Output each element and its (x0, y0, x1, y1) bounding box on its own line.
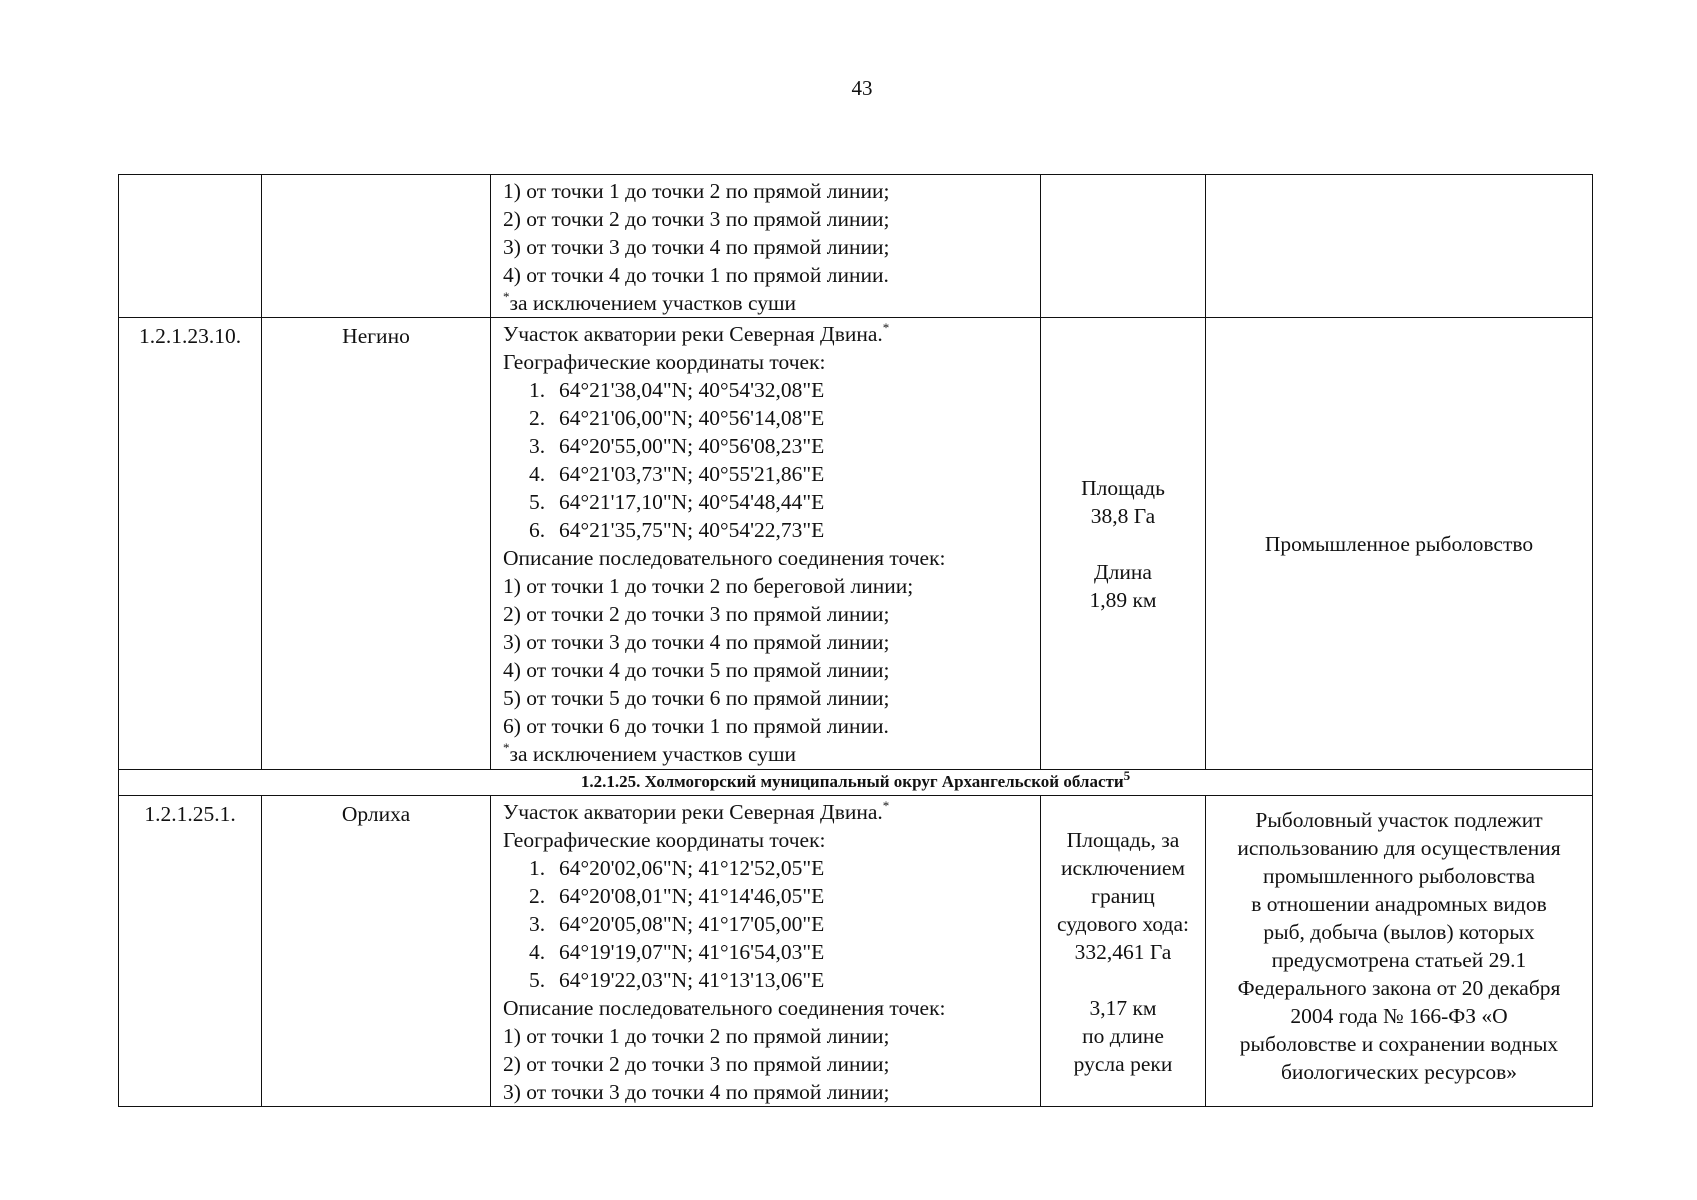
cell-num: 1.2.1.23.10. (119, 318, 262, 770)
measure-line: Площадь, за (1066, 828, 1180, 852)
coord-value: 64°21'06,00"N; 40°56'14,08"E (559, 406, 825, 430)
coord-index: 2. (529, 406, 546, 430)
coord-value: 64°21'03,73"N; 40°55'21,86"E (559, 462, 825, 486)
coord-index: 2. (529, 884, 546, 908)
coord-index: 5. (529, 490, 546, 514)
cell-description (491, 318, 1041, 770)
connection-line: 2) от точки 2 до точки 3 по прямой линии; (503, 1052, 890, 1076)
use-line: Федерального закона от 20 декабря (1237, 976, 1561, 1000)
area-title: Участок акватории реки Северная Двина. (503, 322, 883, 346)
area-title-line (503, 320, 1040, 348)
coord-item (503, 910, 1040, 938)
coord-value: 64°20'02,06"N; 41°12'52,05"E (559, 856, 825, 880)
use-line: биологических ресурсов» (1280, 1060, 1517, 1084)
coord-item (503, 938, 1040, 966)
cell-name: Орлиха (262, 796, 491, 1107)
coord-item (503, 516, 1040, 544)
cell-use: Промышленное рыболовство (1206, 318, 1593, 770)
connection-line: 6) от точки 6 до точки 1 по прямой линии. (503, 714, 889, 738)
coords-label: Географические координаты точек: (503, 828, 826, 852)
connection-line: 3) от точки 3 до точки 4 по прямой линии; (503, 1080, 890, 1104)
length-line: русла реки (1073, 1052, 1173, 1076)
coord-index: 4. (529, 462, 546, 486)
use-line: 2004 года № 166-ФЗ «О (1290, 1004, 1508, 1028)
cell-description (491, 796, 1041, 1107)
coord-value: 64°21'17,10"N; 40°54'48,44"E (559, 490, 825, 514)
coord-index: 4. (529, 940, 546, 964)
use-line: промышленного рыболовства (1262, 864, 1536, 888)
footnote-text: за исключением участков суши (509, 291, 797, 315)
cell-measure-empty (1041, 175, 1206, 318)
coord-item (503, 404, 1040, 432)
footnote-mark: * (503, 740, 510, 755)
page-number: 43 (851, 76, 873, 100)
coords-label: Географические координаты точек: (503, 350, 826, 374)
connection-line: 5) от точки 5 до точки 6 по прямой линии; (503, 686, 890, 710)
section-title: 1.2.1.25. Холмогорский муниципальный округ Архангельской области (580, 772, 1124, 791)
section-footnote-mark: 5 (1123, 768, 1131, 783)
length-value: 1,89 км (1089, 587, 1157, 612)
fishing-areas-table (118, 174, 1593, 1107)
coord-item (503, 460, 1040, 488)
use-line: Рыболовный участок подлежит (1255, 808, 1543, 832)
connection-line: 1) от точки 1 до точки 2 по береговой линии; (503, 574, 914, 598)
coord-item (503, 882, 1040, 910)
connection-line: 4) от точки 4 до точки 1 по прямой линии. (503, 263, 889, 287)
use-line: в отношении анадромных видов (1251, 892, 1547, 916)
length-label: Длина (1094, 559, 1152, 584)
table-row-negino (119, 318, 1593, 770)
footnote-text: за исключением участков суши (509, 742, 797, 766)
coord-item (503, 376, 1040, 404)
table-row-orlikha (119, 796, 1593, 1107)
area-title-line (503, 798, 1040, 826)
table-row-continuation (119, 175, 1593, 318)
connection-line: 2) от точки 2 до точки 3 по прямой линии; (503, 602, 890, 626)
coord-value: 64°19'19,07"N; 41°16'54,03"E (559, 940, 825, 964)
coord-index: 1. (529, 856, 546, 880)
area-label: Площадь (1081, 475, 1165, 500)
coord-value: 64°21'35,75"N; 40°54'22,73"E (559, 518, 825, 542)
section-heading-row (119, 770, 1593, 796)
cell-name-empty (262, 175, 491, 318)
coord-value: 64°20'08,01"N; 41°14'46,05"E (559, 884, 825, 908)
connection-line: 1) от точки 1 до точки 2 по прямой линии; (503, 179, 890, 203)
cell-description (491, 175, 1041, 318)
coord-index: 6. (529, 518, 546, 542)
area-title-mark: * (882, 798, 890, 813)
coord-value: 64°20'05,08"N; 41°17'05,00"E (559, 912, 825, 936)
cell-measure (1041, 796, 1206, 1107)
coord-index: 1. (529, 378, 546, 402)
measure-line: границ (1091, 884, 1155, 908)
footnote-line (503, 289, 1040, 317)
connection-line: 3) от точки 3 до точки 4 по прямой линии; (503, 630, 890, 654)
use-line: рыболовстве и сохранении водных (1239, 1032, 1559, 1056)
cell-measure (1041, 318, 1206, 770)
cell-num-empty (119, 175, 262, 318)
coord-item (503, 432, 1040, 460)
connection-line: 2) от точки 2 до точки 3 по прямой линии; (503, 207, 890, 231)
coord-index: 5. (529, 968, 546, 992)
coord-value: 64°21'38,04"N; 40°54'32,08"E (559, 378, 825, 402)
coord-item (503, 854, 1040, 882)
cell-name: Негино (262, 318, 491, 770)
use-line: предусмотрена статьей 29.1 (1271, 948, 1527, 972)
coord-index: 3. (529, 912, 546, 936)
area-value: 38,8 Га (1090, 503, 1156, 528)
cell-use (1206, 796, 1593, 1107)
coord-value: 64°20'55,00"N; 40°56'08,23"E (559, 434, 825, 458)
connection-line: 4) от точки 4 до точки 5 по прямой линии; (503, 658, 890, 682)
section-heading (119, 770, 1593, 796)
desc-label: Описание последовательного соединения точек: (503, 996, 946, 1020)
use-line: рыб, добыча (вылов) которых (1263, 920, 1535, 944)
cell-num: 1.2.1.25.1. (119, 796, 262, 1107)
length-line: 3,17 км (1089, 996, 1157, 1020)
desc-label: Описание последовательного соединения точек: (503, 546, 946, 570)
measure-line: исключением (1061, 856, 1185, 880)
connection-line: 3) от точки 3 до точки 4 по прямой линии; (503, 235, 890, 259)
area-title: Участок акватории реки Северная Двина. (503, 800, 883, 824)
footnote-line (503, 740, 1040, 768)
coord-item (503, 488, 1040, 516)
use-line: использованию для осуществления (1237, 836, 1561, 860)
coord-index: 3. (529, 434, 546, 458)
coord-item (503, 966, 1040, 994)
cell-use-empty (1206, 175, 1593, 318)
coord-value: 64°19'22,03"N; 41°13'13,06"E (559, 968, 825, 992)
footnote-mark: * (503, 289, 510, 304)
measure-line: 332,461 Га (1074, 940, 1172, 964)
measure-line: судового хода: (1056, 912, 1190, 936)
area-title-mark: * (882, 320, 890, 335)
connection-line: 1) от точки 1 до точки 2 по прямой линии; (503, 1024, 890, 1048)
length-line: по длине (1082, 1024, 1164, 1048)
